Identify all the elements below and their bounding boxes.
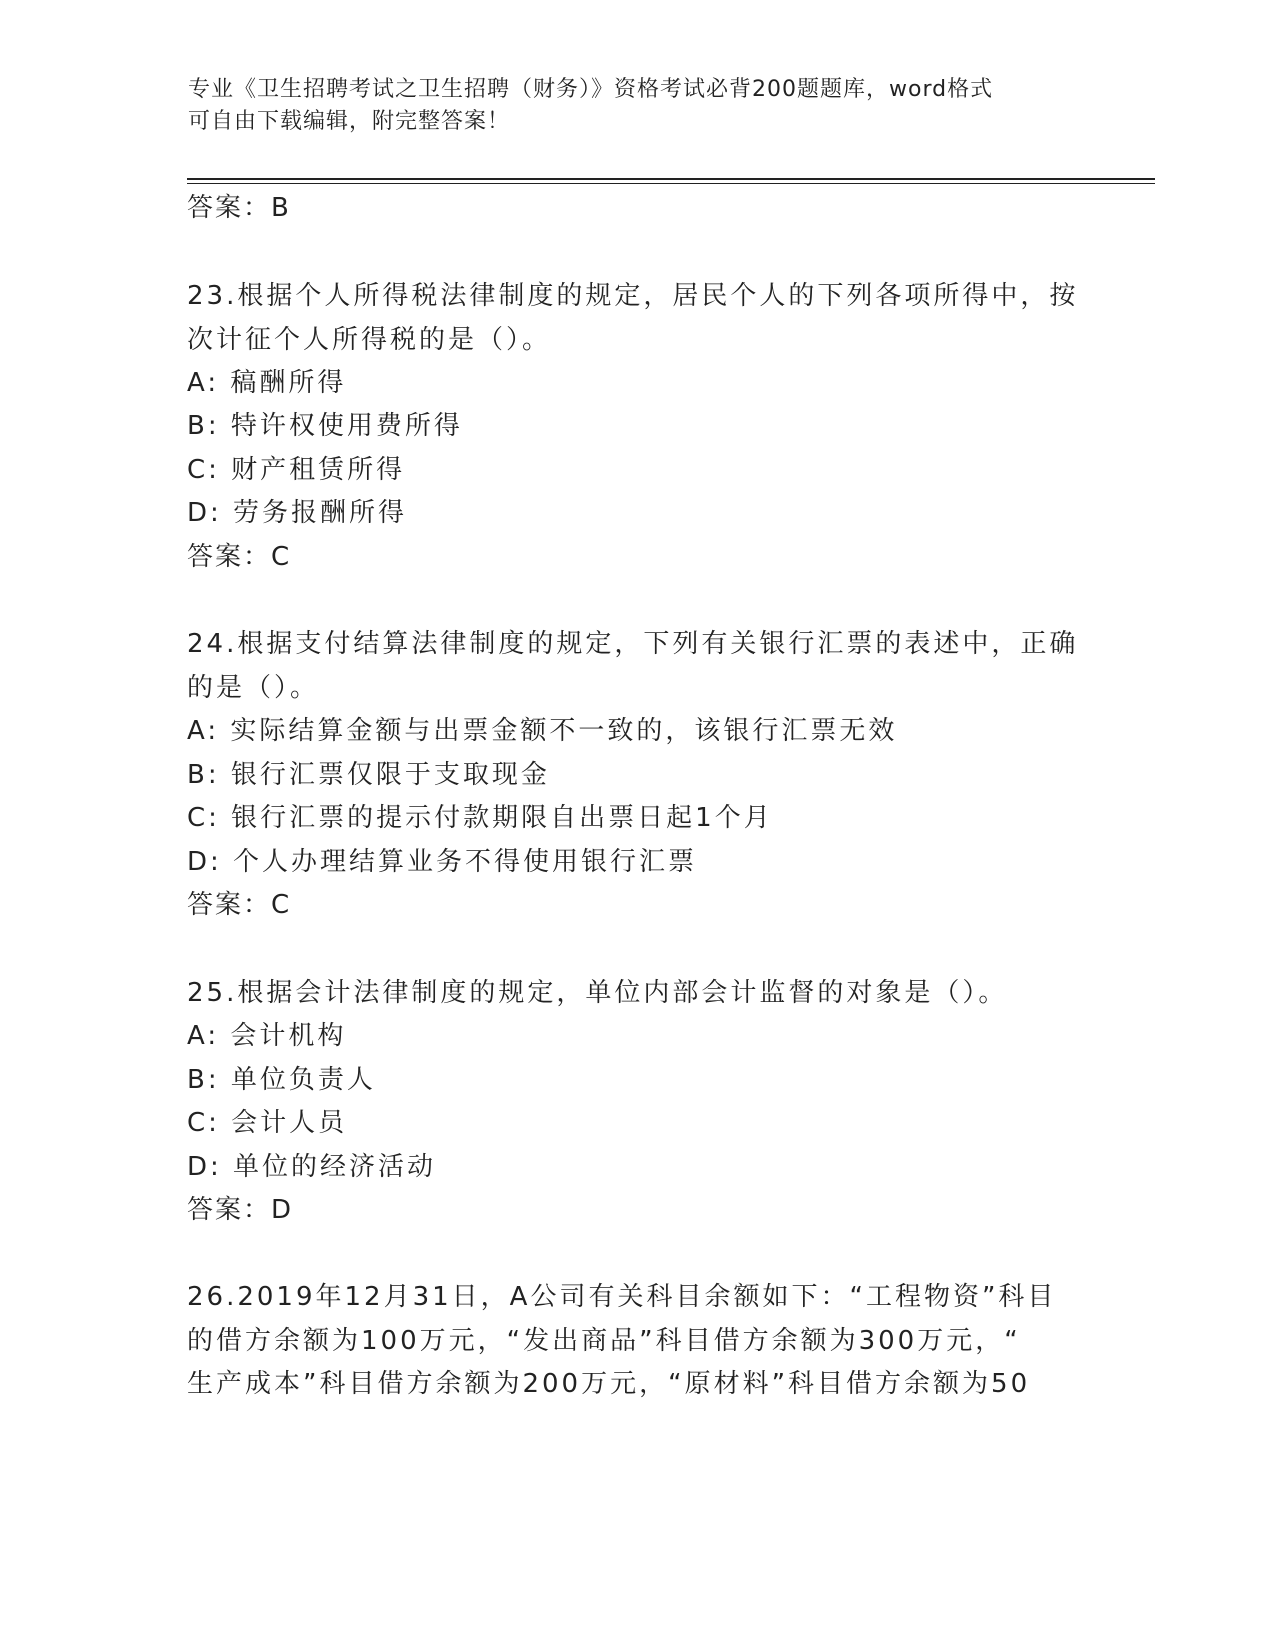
q23-option-a: A: 稿酬所得	[187, 368, 347, 398]
header-line-2: 可自由下载编辑，附完整答案！	[188, 109, 511, 134]
q24-option-d: D: 个人办理结算业务不得使用银行汇票	[187, 847, 698, 877]
q26-stem-line-3: 生产成本”科目借方余额为200万元，“原材料”科目借方余额为50	[187, 1369, 1031, 1399]
q23-answer: 答案：C	[187, 542, 292, 572]
q24-option-b: B: 银行汇票仅限于支取现金	[187, 760, 550, 790]
q25-option-c: C: 会计人员	[187, 1108, 348, 1138]
header-divider-thick	[187, 178, 1155, 180]
q24-answer: 答案：C	[187, 890, 292, 920]
q23-stem-line-1: 23.根据个人所得税法律制度的规定，居民个人的下列各项所得中，按	[187, 281, 1079, 311]
q26-stem-line-2: 的借方余额为100万元，“发出商品”科目借方余额为300万元，“	[187, 1326, 1021, 1356]
answer-previous: 答案：B	[187, 193, 291, 223]
q23-option-b: B: 特许权使用费所得	[187, 411, 463, 441]
header-divider-thin	[187, 183, 1155, 184]
q23-stem-line-2: 次计征个人所得税的是（）。	[187, 325, 552, 355]
q24-stem-line-2: 的是（）。	[187, 673, 320, 703]
q24-stem-line-1: 24.根据支付结算法律制度的规定，下列有关银行汇票的表述中，正确	[187, 629, 1079, 659]
q24-option-a: A: 实际结算金额与出票金额不一致的，该银行汇票无效	[187, 716, 898, 746]
q25-option-d: D: 单位的经济活动	[187, 1152, 437, 1182]
q25-option-b: B: 单位负责人	[187, 1065, 376, 1095]
q23-option-c: C: 财产租赁所得	[187, 455, 406, 485]
q23-option-d: D: 劳务报酬所得	[187, 498, 408, 528]
header-line-1: 专业《卫生招聘考试之卫生招聘（财务）》资格考试必背200题题库，word格式	[188, 77, 994, 102]
q25-answer: 答案：D	[187, 1195, 294, 1225]
q25-option-a: A: 会计机构	[187, 1021, 347, 1051]
q25-stem-line-1: 25.根据会计法律制度的规定，单位内部会计监督的对象是（）。	[187, 978, 1008, 1008]
q26-stem-line-1: 26.2019年12月31日，A公司有关科目余额如下：“工程物资”科目	[187, 1282, 1057, 1312]
page-header	[188, 74, 1088, 138]
q24-option-c: C: 银行汇票的提示付款期限自出票日起1个月	[187, 803, 773, 833]
